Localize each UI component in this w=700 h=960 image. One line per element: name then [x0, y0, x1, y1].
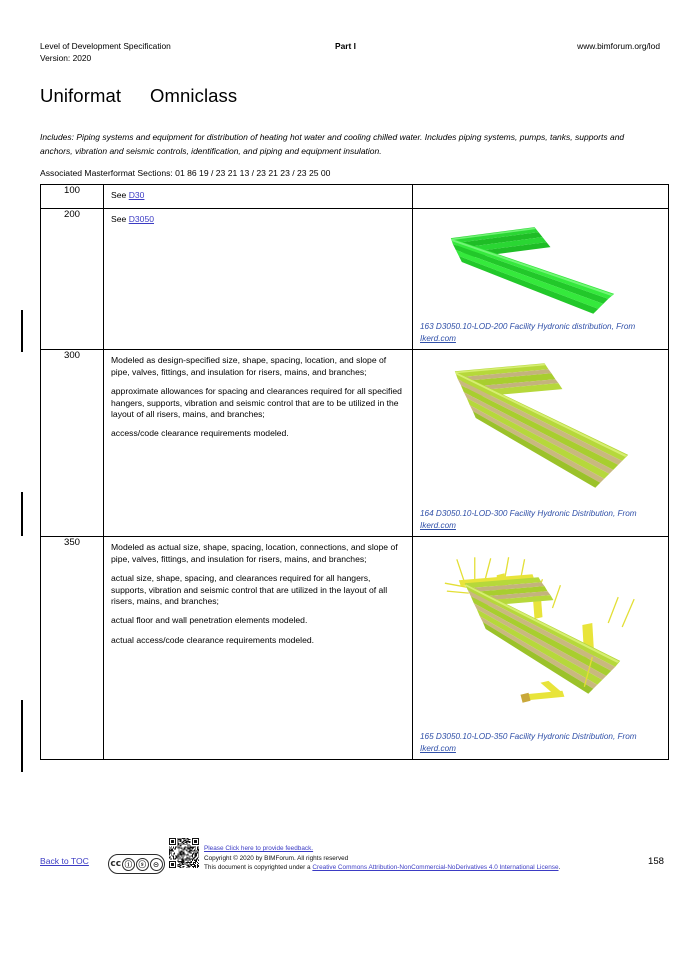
lod-requirement-paragraph: approximate allowances for spacing and clearances required for all specified hangers, supports, vibration and seismic control that are to be utilized in the layout of all risers, mains, and branches;: [111, 386, 402, 420]
feedback-link[interactable]: Please Click here to provide feedback.: [204, 845, 314, 852]
pipe-model-350-svg: [413, 537, 668, 729]
license-prefix: This document is copyrighted under a: [204, 864, 313, 872]
qr-code-icon[interactable]: [169, 838, 199, 868]
lod-requirement-paragraph: Modeled as design-specified size, shape, spacing, location, and slope of pipe, valves, fittings, and insulation for risers, mains, and branches;: [111, 355, 387, 377]
page-number: 158: [647, 856, 664, 867]
lod-requirement-paragraph: Modeled as actual size, shape, spacing, location, connections, and slope of pipe, valves, fittings, and insulation for risers, mains, and branches;: [111, 542, 398, 564]
page-title-omniclass: Omniclass: [150, 85, 238, 106]
lod-requirement-paragraph: actual floor and wall penetration elements modeled.: [111, 615, 308, 626]
caption-text: 164 D3050.10-LOD-300 Facility Hydronic Distribution, From: [420, 509, 637, 519]
lod-code-cell: 300: [41, 350, 104, 537]
pipe-bundle-insulated: [455, 364, 628, 489]
back-to-toc-link[interactable]: Back to TOC: [40, 856, 89, 866]
cc-nd-icon: ⊝: [150, 858, 163, 871]
creative-commons-badge-icon[interactable]: [108, 854, 165, 874]
header-website: www.bimforum.org/lod: [577, 41, 660, 51]
lod-image-cell: [413, 185, 669, 209]
lod-image-cell: [413, 209, 669, 350]
table-row: [41, 350, 669, 537]
footer-text-block: [204, 844, 604, 873]
lod-requirement-paragraph: actual size, shape, spacing, and clearances required for all hangers, supports, vibration and seismic control that are utilized in the layout of all risers, mains, and branches;: [111, 573, 388, 607]
see-reference-link[interactable]: D3050: [128, 214, 155, 225]
header-version: Version: 2020: [40, 52, 92, 63]
table-row: [41, 537, 669, 760]
lod-code-cell: 200: [41, 209, 104, 350]
see-prefix: See: [111, 190, 129, 200]
lod-code-cell: 350: [41, 537, 104, 760]
lod-image-cell: [413, 537, 669, 760]
cc-logo-text: cc: [110, 858, 122, 869]
change-bar-3: [21, 700, 23, 772]
license-link[interactable]: Creative Commons Attribution-NonCommercial-NoDerivatives 4.0 International License: [312, 864, 559, 872]
image-caption: [413, 506, 668, 536]
change-bar-1: [21, 310, 23, 352]
page-title-uniformat: Uniformat: [40, 85, 122, 106]
page-title-row: [40, 84, 660, 110]
see-prefix: See: [111, 214, 129, 225]
lod-300-illustration: [413, 350, 668, 506]
intro-includes-text: Includes: Piping systems and equipment for distribution of heating hot water and cooling chilled water. Includes piping systems, pumps, tanks, supports and anchors, vibration and seismic controls, identification, and piping and equipment insulation.: [40, 132, 625, 156]
document-header: [40, 41, 660, 67]
lod-description-cell: [104, 185, 413, 209]
copyright-line: Copyright © 2020 by BIMForum. All rights reserved: [204, 854, 349, 862]
header-left-block: [40, 41, 171, 64]
image-caption: [413, 729, 668, 759]
feedback-line: [204, 844, 604, 854]
header-part-label: Part I: [335, 41, 356, 51]
document-footer: [0, 836, 700, 892]
cc-by-icon: ⓘ: [122, 858, 135, 871]
license-suffix: .: [558, 864, 561, 872]
caption-source-link[interactable]: Ikerd.com: [420, 743, 456, 753]
pipe-model-200-svg: [413, 209, 668, 319]
see-reference-line: [111, 214, 405, 225]
lod-code-cell: 100: [41, 185, 104, 209]
lod-350-illustration: [413, 537, 668, 729]
header-spec-title: Level of Development Specification: [40, 41, 171, 51]
pipe-model-300-svg: [413, 350, 668, 506]
table-row: [41, 209, 669, 350]
caption-text: 163 D3050.10-LOD-200 Facility Hydronic distribution, From: [420, 322, 636, 332]
caption-source-link[interactable]: Ikerd.com: [420, 520, 456, 530]
intro-associated-sections: Associated Masterformat Sections: 01 86 19 / 23 21 13 / 23 21 23 / 23 25 00: [40, 168, 331, 178]
lod-description-cell: [104, 537, 413, 760]
change-bar-2: [21, 492, 23, 536]
lod-description-cell: [104, 350, 413, 537]
lod-description-cell: [104, 209, 413, 350]
lod-requirement-paragraph: access/code clearance requirements modeled.: [111, 428, 289, 439]
table-row: [41, 185, 669, 209]
cc-nc-icon: ⓢ: [136, 858, 149, 871]
lod-200-illustration: [413, 209, 668, 319]
lod-requirement-paragraph: actual access/code clearance requirements modeled.: [111, 634, 315, 645]
see-reference-link[interactable]: D30: [128, 190, 145, 200]
intro-block: [40, 131, 650, 179]
image-caption: [413, 319, 668, 349]
caption-source-link[interactable]: Ikerd.com: [420, 333, 456, 343]
lod-image-cell: [413, 350, 669, 537]
license-line: [204, 863, 604, 873]
pipe-bundle-green: [451, 228, 614, 315]
see-reference-line: [111, 190, 405, 201]
caption-text: 165 D3050.10-LOD-350 Facility Hydronic Distribution, From: [420, 732, 637, 742]
lod-specification-table: [40, 184, 669, 760]
